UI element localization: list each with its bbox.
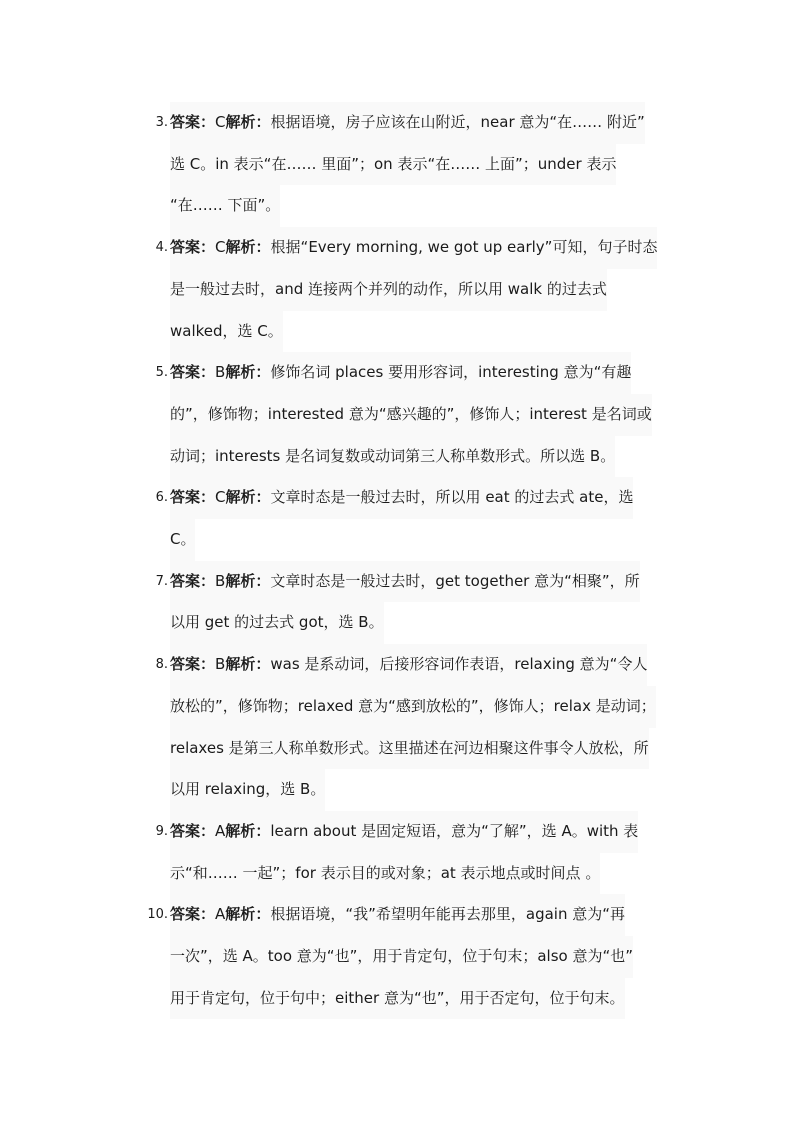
text-line: [170, 185, 280, 227]
analysis-label: 解析: [225, 113, 256, 131]
text-line: [170, 561, 640, 603]
text-line: [170, 227, 657, 269]
answer-colon: ：: [200, 571, 216, 590]
item-number: 3.: [155, 115, 168, 130]
text-line: [170, 686, 656, 728]
analysis-text: 根据“Every morning, we got up early”可知，句子时态: [270, 238, 658, 257]
answer-choice: C: [215, 488, 226, 507]
answer-choice: C: [215, 113, 226, 131]
answer-item: [155, 352, 690, 477]
analysis-text: 以用 relaxing，选 B。: [170, 780, 326, 799]
item-number: 9.: [155, 823, 168, 839]
text-line: [170, 978, 625, 1020]
analysis-label: 解析: [225, 821, 256, 840]
answer-item: [147, 894, 690, 1019]
answer-item: [155, 811, 690, 894]
answer-label: 答案: [170, 488, 201, 507]
analysis-text: 根据语境，“我”希望明年能再去那里，again 意为“再: [270, 905, 625, 924]
text-line: [170, 394, 652, 436]
answer-colon: ：: [200, 363, 216, 382]
text-line: [170, 352, 631, 394]
text-line: [170, 477, 633, 519]
analysis-text: 根据语境，房子应该在山附近，near 意为“在…… 附近”: [270, 113, 645, 131]
text-line: [170, 602, 384, 644]
answer-label: 答案: [170, 363, 201, 382]
text-line: [170, 644, 647, 686]
analysis-colon: ：: [255, 655, 271, 674]
analysis-colon: ：: [255, 488, 271, 507]
analysis-label: 解析: [225, 488, 256, 507]
analysis-text: 文章时态是一般过去时，get together 意为“相聚”，所: [270, 571, 640, 590]
analysis-colon: ：: [255, 821, 271, 840]
answer-colon: ：: [200, 113, 216, 131]
analysis-text: 以用 get 的过去式 got，选 B。: [170, 613, 384, 632]
answer-item: [155, 644, 690, 811]
text-line: [170, 811, 638, 853]
analysis-text: 选 C。in 表示“在…… 里面”；on 表示“在…… 上面”；under 表示: [170, 154, 617, 173]
text-line: [170, 269, 607, 311]
analysis-text: 动词；interests 是名词复数或动词第三人称单数形式。所以选 B。: [170, 446, 616, 465]
analysis-text: was 是系动词，后接形容词作表语，relaxing 意为“令人: [270, 655, 648, 674]
answer-colon: ：: [200, 488, 216, 507]
analysis-text: 用于肯定句，位于句中；either 意为“也”，用于否定句，位于句末。: [170, 988, 625, 1007]
answer-label: 答案: [170, 238, 201, 257]
text-line: [170, 519, 195, 561]
answer-item: [155, 227, 690, 352]
analysis-text: 的”，修饰物；interested 意为“感兴趣的”，修饰人；interest 是名词或: [170, 404, 652, 423]
analysis-label: 解析: [225, 905, 256, 924]
analysis-label: 解析: [225, 363, 256, 382]
analysis-colon: ：: [255, 238, 271, 257]
answer-item: [155, 102, 690, 227]
answer-label: 答案: [170, 655, 201, 674]
answer-item: [155, 477, 690, 560]
answer-choice: A: [215, 905, 226, 924]
item-number: 10.: [147, 907, 168, 923]
analysis-text: “在…… 下面”。: [170, 196, 281, 215]
analysis-colon: ：: [255, 571, 271, 590]
analysis-text: 放松的”，修饰物；relaxed 意为“感到放松的”，修饰人；relax 是动词；: [170, 696, 656, 715]
analysis-label: 解析: [225, 655, 256, 674]
analysis-text: 是一般过去时，and 连接两个并列的动作，所以用 walk 的过去式: [170, 279, 607, 298]
answer-label: 答案: [170, 113, 201, 131]
analysis-label: 解析: [225, 571, 256, 590]
analysis-text: 示“和…… 一起”；for 表示目的或对象；at 表示地点或时间点 。: [170, 863, 601, 882]
text-line: [170, 144, 616, 186]
analysis-colon: ：: [255, 113, 271, 131]
text-line: [170, 728, 649, 770]
answer-choice: B: [215, 363, 226, 382]
analysis-colon: ：: [255, 905, 271, 924]
item-number: 4.: [155, 240, 168, 256]
analysis-text: 一次”，选 A。too 意为“也”，用于肯定句，位于句末；also 意为“也”: [170, 947, 634, 966]
answer-choice: C: [215, 238, 226, 257]
text-line: [170, 102, 645, 144]
item-number: 6.: [155, 490, 168, 506]
analysis-label: 解析: [225, 238, 256, 257]
answer-colon: ：: [200, 821, 216, 840]
analysis-text: C。: [170, 530, 196, 549]
answer-colon: ：: [200, 655, 216, 674]
answer-choice: B: [215, 655, 226, 674]
answer-label: 答案: [170, 905, 201, 924]
text-line: [170, 936, 633, 978]
analysis-text: relaxes 是第三人称单数形式。这里描述在河边相聚这件事令人放松，所: [170, 738, 649, 757]
item-number: 5.: [155, 365, 168, 381]
item-number: 7.: [155, 573, 168, 589]
text-line: [170, 769, 325, 811]
text-line: [170, 311, 283, 353]
analysis-text: 修饰名词 places 要用形容词，interesting 意为“有趣: [270, 363, 632, 382]
item-number: 8.: [155, 657, 168, 673]
analysis-text: 文章时态是一般过去时，所以用 eat 的过去式 ate，选: [270, 488, 634, 507]
answer-choice: A: [215, 821, 226, 840]
answer-label: 答案: [170, 821, 201, 840]
answer-colon: ：: [200, 905, 216, 924]
answer-colon: ：: [200, 238, 216, 257]
analysis-colon: ：: [255, 363, 271, 382]
text-line: [170, 436, 615, 478]
answer-label: 答案: [170, 571, 201, 590]
text-line: [170, 853, 600, 895]
analysis-text: walked，选 C。: [170, 321, 283, 340]
analysis-text: learn about 是固定短语，意为“了解”，选 A。with 表: [270, 821, 639, 840]
answer-choice: B: [215, 571, 226, 590]
text-line: [170, 894, 625, 936]
answer-item: [155, 561, 690, 644]
